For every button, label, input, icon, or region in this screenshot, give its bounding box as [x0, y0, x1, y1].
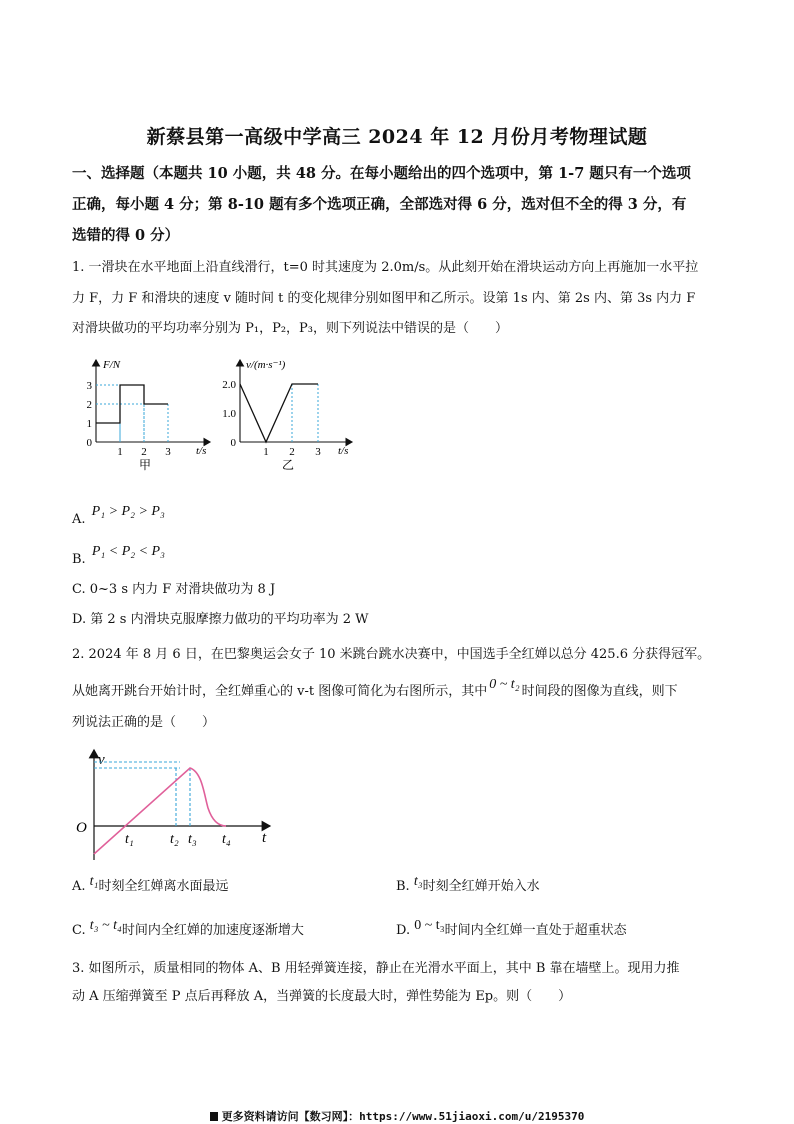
q2-option-c	[72, 918, 304, 941]
q1-option-b	[72, 542, 165, 567]
footer-link[interactable]: 更多资料请访问【数习网】：https://www.51jiaoxi.com/u/2195370	[221, 1110, 585, 1123]
q1a-ytick-label: 3	[86, 380, 92, 392]
q2-t3-label: t₃	[188, 832, 197, 847]
q2-option-b-label: B.	[396, 879, 410, 894]
q1a-caption: 甲	[139, 458, 152, 472]
q2-option-c-label: C.	[72, 923, 86, 938]
q2-t4-label: t₄	[222, 832, 231, 847]
page-title: 新蔡县第一高级中学高三 2024 年 12 月份月考物理试题	[146, 126, 648, 148]
q2-vt-curve	[94, 768, 226, 854]
q2-option-a	[72, 874, 229, 897]
q1b-xlabel: t/s	[338, 445, 349, 457]
q1a-xtick-label: 3	[165, 446, 171, 458]
q1-figure-force	[84, 354, 224, 474]
q1-option-a-label: A.	[72, 512, 86, 527]
q1-stem-line-3: 对滑块做功的平均功率分别为 P₁，P₂，P₃，则下列说法中错误的是（ ）	[72, 321, 509, 336]
q2-ylabel: v	[98, 752, 105, 768]
q2-option-b-math: t₃	[413, 874, 423, 889]
q2-option-b	[396, 874, 540, 897]
q2-stem-line-2b: 时间段的图像为直线，则下	[521, 684, 678, 699]
section-header-line-1: 一、选择题（本题共 10 小题，共 48 分。在每小题给出的四个选项中，第 1-7 题只有一个选项	[72, 165, 691, 182]
q2-xlabel: t	[262, 830, 267, 846]
q1-option-d: D. 第 2 s 内滑块克服摩擦力做功的平均功率为 2 W	[72, 612, 369, 627]
q1a-ylabel: F/N	[103, 359, 121, 371]
q1b-xtick-label: 2	[289, 446, 295, 458]
q1b-xtick-label: 1	[263, 446, 269, 458]
q1b-ytick-label: 2.0	[222, 379, 236, 391]
q1-option-c: C. 0~3 s 内力 F 对滑块做功为 8 J	[72, 582, 276, 597]
q1-stem-line-2: 力 F，力 F 和滑块的速度 v 随时间 t 的变化规律分别如图甲和乙所示。设第 1s 内、第 2s 内、第 3s 内力 F	[72, 291, 696, 306]
q1b-ytick-label: 1.0	[222, 408, 236, 420]
q2-option-d-label: D.	[396, 923, 411, 938]
q1a-xtick-label: 1	[117, 446, 123, 458]
q1-option-a-expr: P₁ > P₂ > P₃	[91, 504, 165, 519]
q1a-ytick-label: 1	[86, 418, 92, 430]
q2-stem-line-1: 2. 2024 年 8 月 6 日，在巴黎奥运会女子 10 米跳台跳水决赛中，中国选手全红婵以总分 425.6 分获得冠军。	[72, 647, 711, 662]
q1-option-b-label: B.	[72, 552, 86, 567]
q1-stem-line-1: 1. 一滑块在水平地面上沿直线滑行，t=0 时其速度为 2.0m/s。从此刻开始在滑块运动方向上再施加一水平拉	[72, 260, 699, 275]
q2-stem-math: 0 ~ t₂	[489, 677, 520, 692]
q1-figure-velocity	[212, 354, 372, 474]
q2-option-d	[396, 918, 627, 941]
q2-origin: O	[76, 820, 87, 836]
flag-icon	[210, 1112, 218, 1121]
q1b-xtick-label: 3	[315, 446, 321, 458]
q2-option-c-math: t₃ ~ t₄	[89, 918, 122, 933]
q2-option-d-math: 0 ~ t₃	[414, 918, 445, 933]
q3-stem-line-2: 动 A 压缩弹簧至 P 点后再释放 A，当弹簧的长度最大时，弹性势能为 Ep。则（ ）	[72, 989, 572, 1004]
footer[interactable]	[0, 1108, 794, 1124]
q3-stem-line-1: 3. 如图所示，质量相同的物体 A、B 用轻弹簧连接，静止在光滑水平面上，其中 B 靠在墙壁上。现用力推	[72, 961, 680, 976]
q2-stem-line-2a: 从她离开跳台开始计时，全红婵重心的 v-t 图像可简化为右图所示，其中	[72, 684, 488, 699]
q2-option-b-text: 时刻全红婵开始入水	[422, 879, 540, 894]
q1b-ytick-label: 0	[230, 437, 236, 449]
q2-figure-vt	[70, 746, 280, 864]
section-header-line-2: 正确，每小题 4 分；第 8-10 题有多个选项正确，全部选对得 6 分，选对但不全的得 3 分，有	[72, 196, 687, 213]
q2-option-a-label: A.	[72, 879, 86, 894]
q2-option-c-text: 时间内全红婵的加速度逐渐增大	[121, 923, 304, 938]
q2-t2-label: t₂	[170, 832, 179, 847]
q2-option-a-text: 时刻全红婵离水面最远	[98, 879, 229, 894]
q1a-ytick-label: 2	[86, 399, 92, 411]
q2-option-a-math: t₁	[89, 874, 99, 889]
q1b-caption: 乙	[282, 458, 295, 472]
q2-stem-line-3: 列说法正确的是（ ）	[72, 715, 216, 730]
section-header-line-3: 选错的得 0 分）	[72, 227, 180, 244]
q1-option-b-expr: P₁ < P₂ < P₃	[91, 544, 165, 559]
q2-t1-label: t₁	[125, 832, 134, 847]
q2-option-d-text: 时间内全红婵一直处于超重状态	[444, 923, 627, 938]
q1a-ytick-label: 0	[86, 437, 92, 449]
q1-option-a	[72, 502, 165, 527]
q1b-series-line	[240, 384, 318, 442]
q1a-xtick-label: 2	[141, 446, 147, 458]
q2-stem-line-2	[72, 678, 732, 706]
q1b-ylabel: v/(m·s⁻¹)	[246, 359, 286, 371]
q1a-xlabel: t/s	[196, 445, 207, 457]
